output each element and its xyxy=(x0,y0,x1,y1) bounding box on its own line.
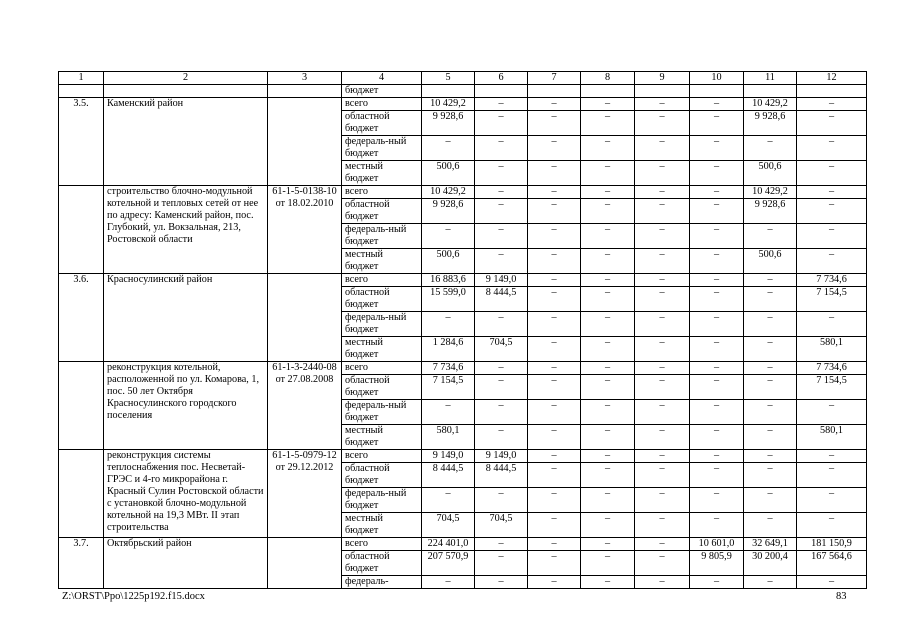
value-cell: – xyxy=(528,513,581,538)
value-cell: – xyxy=(797,249,867,274)
value-cell: – xyxy=(797,111,867,136)
value-cell: – xyxy=(528,224,581,249)
column-number-header: 9 xyxy=(635,72,690,85)
funding-source-cell: всего xyxy=(342,274,422,287)
funding-source-cell: местный бюджет xyxy=(342,161,422,186)
value-cell: 580,1 xyxy=(422,425,475,450)
value-cell: – xyxy=(744,513,797,538)
value-cell: 10 601,0 xyxy=(690,538,744,551)
value-cell: – xyxy=(581,274,635,287)
value-cell: – xyxy=(797,513,867,538)
value-cell: – xyxy=(581,136,635,161)
value-cell: 704,5 xyxy=(475,513,528,538)
value-cell: – xyxy=(744,425,797,450)
value-cell: – xyxy=(797,463,867,488)
value-cell: – xyxy=(581,400,635,425)
value-cell: – xyxy=(690,337,744,362)
funding-source-cell: областной бюджет xyxy=(342,199,422,224)
value-cell: 9 928,6 xyxy=(422,199,475,224)
value-cell: – xyxy=(528,186,581,199)
value-cell: – xyxy=(422,224,475,249)
value-cell: – xyxy=(528,551,581,576)
column-number-header: 11 xyxy=(744,72,797,85)
item-number-cell: 3.5. xyxy=(59,98,104,186)
value-cell: 16 883,6 xyxy=(422,274,475,287)
cell-empty xyxy=(104,85,268,98)
value-cell: – xyxy=(581,161,635,186)
value-cell: – xyxy=(528,312,581,337)
funding-source-cell: всего xyxy=(342,186,422,199)
value-cell: 9 928,6 xyxy=(744,199,797,224)
cell-empty xyxy=(744,85,797,98)
value-cell: – xyxy=(690,450,744,463)
value-cell: – xyxy=(797,224,867,249)
value-cell: – xyxy=(528,199,581,224)
value-cell: 7 154,5 xyxy=(797,375,867,400)
value-cell: – xyxy=(581,186,635,199)
value-cell: – xyxy=(422,400,475,425)
project-code-cell: 61-1-5-0979-12 от 29.12.2012 xyxy=(268,450,342,538)
value-cell: 704,5 xyxy=(475,337,528,362)
value-cell: – xyxy=(528,161,581,186)
value-cell: – xyxy=(797,136,867,161)
value-cell: – xyxy=(635,98,690,111)
item-name-cell: реконструкция системы теплоснабжения пос. Несветай-ГРЭС и 4-го микрорайона г. Красный Сулин Ростовской области с установкой блочно-модульной котельной на 19,3 МВт. II этап строительства xyxy=(104,450,268,538)
value-cell: – xyxy=(635,186,690,199)
value-cell: 500,6 xyxy=(422,249,475,274)
value-cell: – xyxy=(635,450,690,463)
value-cell: – xyxy=(581,312,635,337)
value-cell: – xyxy=(528,274,581,287)
column-number-header: 6 xyxy=(475,72,528,85)
value-cell: 8 444,5 xyxy=(475,463,528,488)
value-cell: – xyxy=(744,136,797,161)
value-cell: – xyxy=(581,362,635,375)
value-cell: – xyxy=(528,400,581,425)
value-cell: – xyxy=(475,400,528,425)
funding-source-cell: всего xyxy=(342,98,422,111)
value-cell: – xyxy=(581,98,635,111)
value-cell: – xyxy=(635,551,690,576)
value-cell: – xyxy=(422,312,475,337)
value-cell: – xyxy=(528,249,581,274)
value-cell: – xyxy=(581,551,635,576)
value-cell: – xyxy=(581,450,635,463)
value-cell: – xyxy=(581,576,635,589)
value-cell: 580,1 xyxy=(797,425,867,450)
value-cell: – xyxy=(635,362,690,375)
value-cell: – xyxy=(528,425,581,450)
value-cell: – xyxy=(475,161,528,186)
page-number: 83 xyxy=(836,591,847,602)
value-cell: – xyxy=(475,111,528,136)
column-number-header: 2 xyxy=(104,72,268,85)
funding-source-cell: федераль-ный бюджет xyxy=(342,224,422,249)
value-cell: – xyxy=(797,450,867,463)
value-cell: – xyxy=(635,425,690,450)
value-cell: 10 429,2 xyxy=(744,186,797,199)
value-cell: – xyxy=(744,287,797,312)
value-cell: 8 444,5 xyxy=(422,463,475,488)
value-cell: – xyxy=(744,224,797,249)
value-cell: 10 429,2 xyxy=(422,98,475,111)
value-cell: 9 149,0 xyxy=(475,450,528,463)
value-cell: – xyxy=(581,199,635,224)
budget-table xyxy=(58,71,867,589)
value-cell: – xyxy=(797,199,867,224)
item-number-cell: 3.7. xyxy=(59,538,104,589)
cell-empty xyxy=(59,85,104,98)
value-cell: 9 149,0 xyxy=(422,450,475,463)
value-cell: – xyxy=(422,576,475,589)
value-cell: – xyxy=(744,312,797,337)
value-cell: – xyxy=(797,98,867,111)
value-cell: 7 734,6 xyxy=(797,274,867,287)
value-cell: 7 154,5 xyxy=(797,287,867,312)
column-number-header: 7 xyxy=(528,72,581,85)
value-cell: – xyxy=(744,576,797,589)
value-cell: – xyxy=(475,312,528,337)
value-cell: 10 429,2 xyxy=(422,186,475,199)
value-cell: – xyxy=(581,224,635,249)
value-cell: – xyxy=(528,375,581,400)
value-cell: – xyxy=(690,161,744,186)
funding-source-cell: бюджет xyxy=(342,85,422,98)
value-cell: – xyxy=(744,337,797,362)
value-cell: – xyxy=(581,425,635,450)
value-cell: – xyxy=(528,576,581,589)
value-cell: – xyxy=(528,111,581,136)
project-code-cell xyxy=(268,274,342,362)
value-cell: – xyxy=(797,186,867,199)
table-row xyxy=(59,538,867,551)
value-cell: – xyxy=(581,337,635,362)
value-cell: – xyxy=(690,400,744,425)
funding-source-cell: федераль-ный бюджет xyxy=(342,136,422,161)
column-number-header: 5 xyxy=(422,72,475,85)
value-cell: 500,6 xyxy=(744,161,797,186)
value-cell: 207 570,9 xyxy=(422,551,475,576)
value-cell: – xyxy=(635,224,690,249)
value-cell: 9 149,0 xyxy=(475,274,528,287)
column-number-header: 10 xyxy=(690,72,744,85)
column-number-header: 1 xyxy=(59,72,104,85)
cell-empty xyxy=(797,85,867,98)
value-cell: – xyxy=(475,362,528,375)
value-cell: 10 429,2 xyxy=(744,98,797,111)
funding-source-cell: федераль- xyxy=(342,576,422,589)
value-cell: – xyxy=(581,463,635,488)
value-cell: 224 401,0 xyxy=(422,538,475,551)
value-cell: – xyxy=(690,111,744,136)
value-cell: – xyxy=(635,136,690,161)
value-cell: 32 649,1 xyxy=(744,538,797,551)
value-cell: – xyxy=(528,488,581,513)
value-cell: 167 564,6 xyxy=(797,551,867,576)
value-cell: – xyxy=(528,287,581,312)
value-cell: – xyxy=(744,463,797,488)
value-cell: – xyxy=(744,362,797,375)
value-cell: – xyxy=(690,249,744,274)
table-row xyxy=(59,186,867,199)
value-cell: – xyxy=(690,488,744,513)
funding-source-cell: всего xyxy=(342,450,422,463)
funding-source-cell: федераль-ный бюджет xyxy=(342,400,422,425)
item-name-cell: Красносулинский район xyxy=(104,274,268,362)
value-cell: – xyxy=(690,98,744,111)
project-code-cell: 61-1-3-2440-08 от 27.08.2008 xyxy=(268,362,342,450)
item-name-cell: реконструкция котельной, расположенной по ул. Комарова, 1, пос. 50 лет Октября Красносулинского городского поселения xyxy=(104,362,268,450)
cell-empty xyxy=(422,85,475,98)
value-cell: – xyxy=(635,538,690,551)
item-number-cell xyxy=(59,450,104,538)
value-cell: – xyxy=(744,400,797,425)
value-cell: 7 734,6 xyxy=(422,362,475,375)
funding-source-cell: местный бюджет xyxy=(342,337,422,362)
item-number-cell: 3.6. xyxy=(59,274,104,362)
value-cell: – xyxy=(635,312,690,337)
value-cell: – xyxy=(690,375,744,400)
value-cell: – xyxy=(635,488,690,513)
value-cell: – xyxy=(422,136,475,161)
funding-source-cell: местный бюджет xyxy=(342,249,422,274)
funding-source-cell: областной бюджет xyxy=(342,375,422,400)
value-cell: – xyxy=(581,513,635,538)
value-cell: – xyxy=(797,161,867,186)
value-cell: – xyxy=(797,400,867,425)
value-cell: 500,6 xyxy=(422,161,475,186)
value-cell: – xyxy=(475,488,528,513)
value-cell: 8 444,5 xyxy=(475,287,528,312)
value-cell: – xyxy=(690,576,744,589)
value-cell: – xyxy=(475,224,528,249)
value-cell: – xyxy=(635,375,690,400)
value-cell: – xyxy=(690,287,744,312)
value-cell: 7 734,6 xyxy=(797,362,867,375)
value-cell: – xyxy=(528,136,581,161)
value-cell: – xyxy=(635,337,690,362)
value-cell: – xyxy=(690,425,744,450)
table-row xyxy=(59,85,867,98)
funding-source-cell: местный бюджет xyxy=(342,513,422,538)
value-cell: – xyxy=(635,463,690,488)
value-cell: – xyxy=(635,400,690,425)
value-cell: – xyxy=(528,463,581,488)
value-cell: – xyxy=(475,186,528,199)
column-number-header: 4 xyxy=(342,72,422,85)
cell-empty xyxy=(268,85,342,98)
value-cell: – xyxy=(690,362,744,375)
value-cell: – xyxy=(528,538,581,551)
item-name-cell: Каменский район xyxy=(104,98,268,186)
value-cell: – xyxy=(635,199,690,224)
funding-source-cell: областной бюджет xyxy=(342,111,422,136)
value-cell: – xyxy=(744,375,797,400)
value-cell: – xyxy=(635,111,690,136)
value-cell: – xyxy=(690,199,744,224)
value-cell: – xyxy=(635,161,690,186)
value-cell: – xyxy=(635,576,690,589)
value-cell: – xyxy=(797,312,867,337)
funding-source-cell: местный бюджет xyxy=(342,425,422,450)
project-code-cell xyxy=(268,98,342,186)
value-cell: – xyxy=(581,538,635,551)
value-cell: – xyxy=(635,274,690,287)
funding-source-cell: федераль-ный бюджет xyxy=(342,312,422,337)
value-cell: – xyxy=(690,136,744,161)
value-cell: – xyxy=(744,274,797,287)
value-cell: – xyxy=(422,488,475,513)
value-cell: – xyxy=(528,450,581,463)
value-cell: 9 805,9 xyxy=(690,551,744,576)
table-header-row xyxy=(59,72,867,85)
funding-source-cell: всего xyxy=(342,362,422,375)
value-cell: – xyxy=(635,513,690,538)
column-number-header: 8 xyxy=(581,72,635,85)
item-name-cell: Октябрьский район xyxy=(104,538,268,589)
value-cell: – xyxy=(797,576,867,589)
value-cell: – xyxy=(581,287,635,312)
value-cell: – xyxy=(528,362,581,375)
column-number-header: 12 xyxy=(797,72,867,85)
cell-empty xyxy=(475,85,528,98)
value-cell: – xyxy=(635,287,690,312)
value-cell: – xyxy=(475,136,528,161)
value-cell: – xyxy=(581,111,635,136)
funding-source-cell: всего xyxy=(342,538,422,551)
value-cell: – xyxy=(528,337,581,362)
value-cell: 7 154,5 xyxy=(422,375,475,400)
value-cell: – xyxy=(690,513,744,538)
table-row xyxy=(59,362,867,375)
value-cell: – xyxy=(690,186,744,199)
item-number-cell xyxy=(59,186,104,274)
table-row xyxy=(59,450,867,463)
column-number-header: 3 xyxy=(268,72,342,85)
value-cell: – xyxy=(528,98,581,111)
value-cell: 704,5 xyxy=(422,513,475,538)
value-cell: – xyxy=(475,425,528,450)
value-cell: – xyxy=(690,274,744,287)
value-cell: – xyxy=(475,249,528,274)
value-cell: – xyxy=(635,249,690,274)
value-cell: – xyxy=(690,463,744,488)
project-code-cell xyxy=(268,538,342,589)
value-cell: – xyxy=(581,249,635,274)
item-number-cell xyxy=(59,362,104,450)
cell-empty xyxy=(528,85,581,98)
value-cell: – xyxy=(475,98,528,111)
value-cell: – xyxy=(797,488,867,513)
funding-source-cell: федераль-ный бюджет xyxy=(342,488,422,513)
cell-empty xyxy=(581,85,635,98)
footer-file-path: Z:\ORST\Ppo\1225p192.f15.docx xyxy=(62,591,205,602)
project-code-cell: 61-1-5-0138-10 от 18.02.2010 xyxy=(268,186,342,274)
funding-source-cell: областной бюджет xyxy=(342,551,422,576)
value-cell: 9 928,6 xyxy=(422,111,475,136)
value-cell: – xyxy=(744,488,797,513)
value-cell: – xyxy=(475,199,528,224)
value-cell: 9 928,6 xyxy=(744,111,797,136)
table-row xyxy=(59,274,867,287)
value-cell: 580,1 xyxy=(797,337,867,362)
value-cell: – xyxy=(475,576,528,589)
value-cell: 15 599,0 xyxy=(422,287,475,312)
value-cell: 30 200,4 xyxy=(744,551,797,576)
value-cell: – xyxy=(690,224,744,249)
value-cell: – xyxy=(475,551,528,576)
value-cell: – xyxy=(744,450,797,463)
value-cell: 1 284,6 xyxy=(422,337,475,362)
table-row xyxy=(59,98,867,111)
value-cell: – xyxy=(581,488,635,513)
value-cell: – xyxy=(475,375,528,400)
value-cell: – xyxy=(475,538,528,551)
value-cell: 181 150,9 xyxy=(797,538,867,551)
funding-source-cell: областной бюджет xyxy=(342,463,422,488)
value-cell: 500,6 xyxy=(744,249,797,274)
value-cell: – xyxy=(581,375,635,400)
funding-source-cell: областной бюджет xyxy=(342,287,422,312)
cell-empty xyxy=(635,85,690,98)
item-name-cell: строительство блочно-модульной котельной и тепловых сетей от нее по адресу: Каменский район, пос. Глубокий, ул. Вокзальная, 213, Ростовской области xyxy=(104,186,268,274)
value-cell: – xyxy=(690,312,744,337)
cell-empty xyxy=(690,85,744,98)
